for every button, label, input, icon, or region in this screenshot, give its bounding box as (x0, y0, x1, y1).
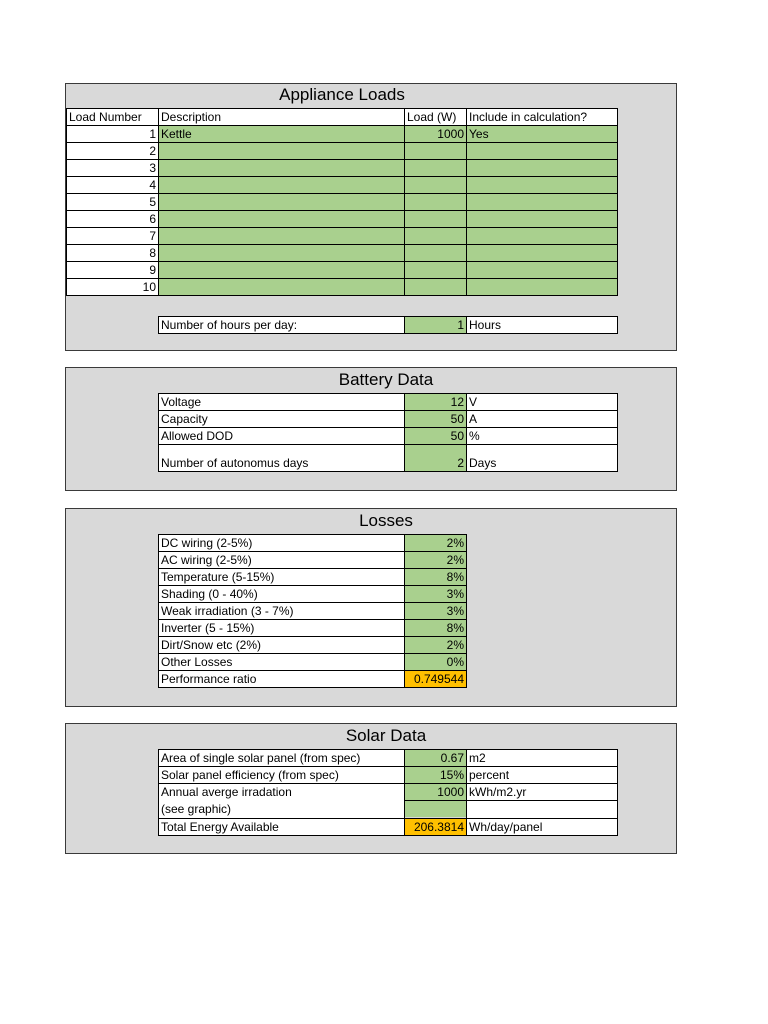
table-row (159, 552, 467, 569)
solar-data-table (158, 749, 618, 836)
dod-label: Allowed DOD (159, 428, 405, 445)
include-cell[interactable] (467, 262, 618, 279)
voltage-label: Voltage (159, 394, 405, 411)
load-cell[interactable] (405, 211, 467, 228)
weak-irradiation-value[interactable]: 3% (405, 603, 467, 620)
performance-ratio-label: Performance ratio (159, 671, 405, 688)
table-row (159, 620, 467, 637)
include-cell[interactable] (467, 143, 618, 160)
battery-data-table (158, 393, 618, 472)
irradiation-value-cell (405, 784, 467, 819)
header-include: Include in calculation? (467, 109, 618, 126)
table-row (159, 411, 618, 428)
table-row (67, 177, 618, 194)
total-energy-value: 206.3814 (405, 819, 467, 836)
description-cell[interactable] (159, 211, 405, 228)
table-row (67, 228, 618, 245)
capacity-label: Capacity (159, 411, 405, 428)
description-cell[interactable] (159, 262, 405, 279)
load-cell[interactable] (405, 177, 467, 194)
hours-value[interactable]: 1 (405, 317, 467, 334)
irradiation-value-below (405, 801, 466, 817)
battery-data-title: Battery Data (338, 370, 434, 389)
panel-efficiency-value[interactable]: 15% (405, 767, 467, 784)
table-row (159, 654, 467, 671)
load-number-cell: 5 (67, 194, 159, 211)
header-load-number: Load Number (67, 109, 159, 126)
load-number-cell: 6 (67, 211, 159, 228)
load-cell[interactable]: 1000 (405, 126, 467, 143)
table-row (159, 445, 618, 472)
description-cell[interactable] (159, 279, 405, 296)
temperature-value[interactable]: 8% (405, 569, 467, 586)
include-cell[interactable] (467, 228, 618, 245)
ac-wiring-label: AC wiring (2-5%) (159, 552, 405, 569)
hours-row (159, 317, 618, 334)
description-cell[interactable]: Kettle (159, 126, 405, 143)
load-number-cell: 2 (67, 143, 159, 160)
hours-per-day-table (158, 316, 618, 334)
load-cell[interactable] (405, 160, 467, 177)
table-row (159, 819, 618, 836)
table-row (159, 637, 467, 654)
include-cell[interactable]: Yes (467, 126, 618, 143)
irradiation-unit: kWh/m2.yr (467, 784, 617, 801)
losses-panel (65, 508, 677, 707)
table-row (67, 211, 618, 228)
table-row (159, 586, 467, 603)
table-row (159, 784, 618, 819)
table-row (159, 394, 618, 411)
inverter-label: Inverter (5 - 15%) (159, 620, 405, 637)
load-cell[interactable] (405, 194, 467, 211)
description-cell[interactable] (159, 245, 405, 262)
total-energy-label: Total Energy Available (159, 819, 405, 836)
include-cell[interactable] (467, 245, 618, 262)
capacity-unit: A (467, 411, 618, 428)
dirt-snow-value[interactable]: 2% (405, 637, 467, 654)
hours-unit: Hours (467, 317, 618, 334)
include-cell[interactable] (467, 177, 618, 194)
load-cell[interactable] (405, 262, 467, 279)
table-row (159, 750, 618, 767)
dc-wiring-label: DC wiring (2-5%) (159, 535, 405, 552)
panel-efficiency-label: Solar panel efficiency (from spec) (159, 767, 405, 784)
description-cell[interactable] (159, 194, 405, 211)
description-cell[interactable] (159, 228, 405, 245)
irradiation-label (159, 784, 405, 819)
hours-label: Number of hours per day: (159, 317, 405, 334)
weak-irradiation-label: Weak irradiation (3 - 7%) (159, 603, 405, 620)
load-number-cell: 1 (67, 126, 159, 143)
table-row (67, 194, 618, 211)
table-header-row (67, 109, 618, 126)
table-row (67, 262, 618, 279)
other-losses-label: Other Losses (159, 654, 405, 671)
other-losses-value[interactable]: 0% (405, 654, 467, 671)
solar-data-title: Solar Data (345, 726, 427, 745)
appliance-loads-panel (65, 83, 677, 351)
appliance-loads-table (66, 108, 618, 296)
panel-area-unit: m2 (467, 750, 618, 767)
header-description: Description (159, 109, 405, 126)
temperature-label: Temperature (5-15%) (159, 569, 405, 586)
panel-area-label: Area of single solar panel (from spec) (159, 750, 405, 767)
dod-value[interactable]: 50 (405, 428, 467, 445)
table-row (159, 603, 467, 620)
total-energy-unit: Wh/day/panel (467, 819, 618, 836)
panel-area-value[interactable]: 0.67 (405, 750, 467, 767)
include-cell[interactable] (467, 160, 618, 177)
include-cell[interactable] (467, 211, 618, 228)
battery-data-panel (65, 367, 677, 491)
load-number-cell: 8 (67, 245, 159, 262)
load-cell[interactable] (405, 143, 467, 160)
load-number-cell: 9 (67, 262, 159, 279)
description-cell[interactable] (159, 143, 405, 160)
load-cell[interactable] (405, 245, 467, 262)
autonomy-days-label: Number of autonomus days (159, 445, 405, 472)
load-cell[interactable] (405, 228, 467, 245)
header-load-w: Load (W) (405, 109, 467, 126)
table-row (67, 245, 618, 262)
description-cell[interactable] (159, 177, 405, 194)
losses-title: Losses (359, 511, 413, 530)
panel-efficiency-unit: percent (467, 767, 618, 784)
include-cell[interactable] (467, 279, 618, 296)
load-number-cell: 3 (67, 160, 159, 177)
dirt-snow-label: Dirt/Snow etc (2%) (159, 637, 405, 654)
voltage-value[interactable]: 12 (405, 394, 467, 411)
load-number-cell: 10 (67, 279, 159, 296)
voltage-unit: V (467, 394, 618, 411)
losses-table (158, 534, 467, 688)
irradiation-label-line1: Annual averge irradation (161, 785, 292, 799)
autonomy-days-unit: Days (467, 445, 618, 472)
shading-label: Shading (0 - 40%) (159, 586, 405, 603)
irradiation-value[interactable]: 1000 (405, 784, 466, 801)
load-number-cell: 4 (67, 177, 159, 194)
shading-value[interactable]: 3% (405, 586, 467, 603)
appliance-loads-title: Appliance Loads (279, 85, 405, 104)
performance-ratio-value: 0.749544 (405, 671, 467, 688)
irradiation-label-line2: (see graphic) (161, 802, 232, 816)
description-cell[interactable] (159, 160, 405, 177)
table-row (159, 535, 467, 552)
ac-wiring-value[interactable]: 2% (405, 552, 467, 569)
table-row (159, 767, 618, 784)
load-cell[interactable] (405, 279, 467, 296)
table-row (67, 143, 618, 160)
solar-data-panel (65, 723, 677, 854)
dc-wiring-value[interactable]: 2% (405, 535, 467, 552)
table-row (159, 428, 618, 445)
load-number-cell: 7 (67, 228, 159, 245)
table-row (159, 569, 467, 586)
table-row (159, 671, 467, 688)
capacity-value[interactable]: 50 (405, 411, 467, 428)
inverter-value[interactable]: 8% (405, 620, 467, 637)
dod-unit: % (467, 428, 618, 445)
irradiation-unit-cell (467, 784, 618, 819)
table-row (67, 126, 618, 143)
table-row (67, 279, 618, 296)
table-row (67, 160, 618, 177)
include-cell[interactable] (467, 194, 618, 211)
autonomy-days-value[interactable]: 2 (405, 445, 467, 472)
